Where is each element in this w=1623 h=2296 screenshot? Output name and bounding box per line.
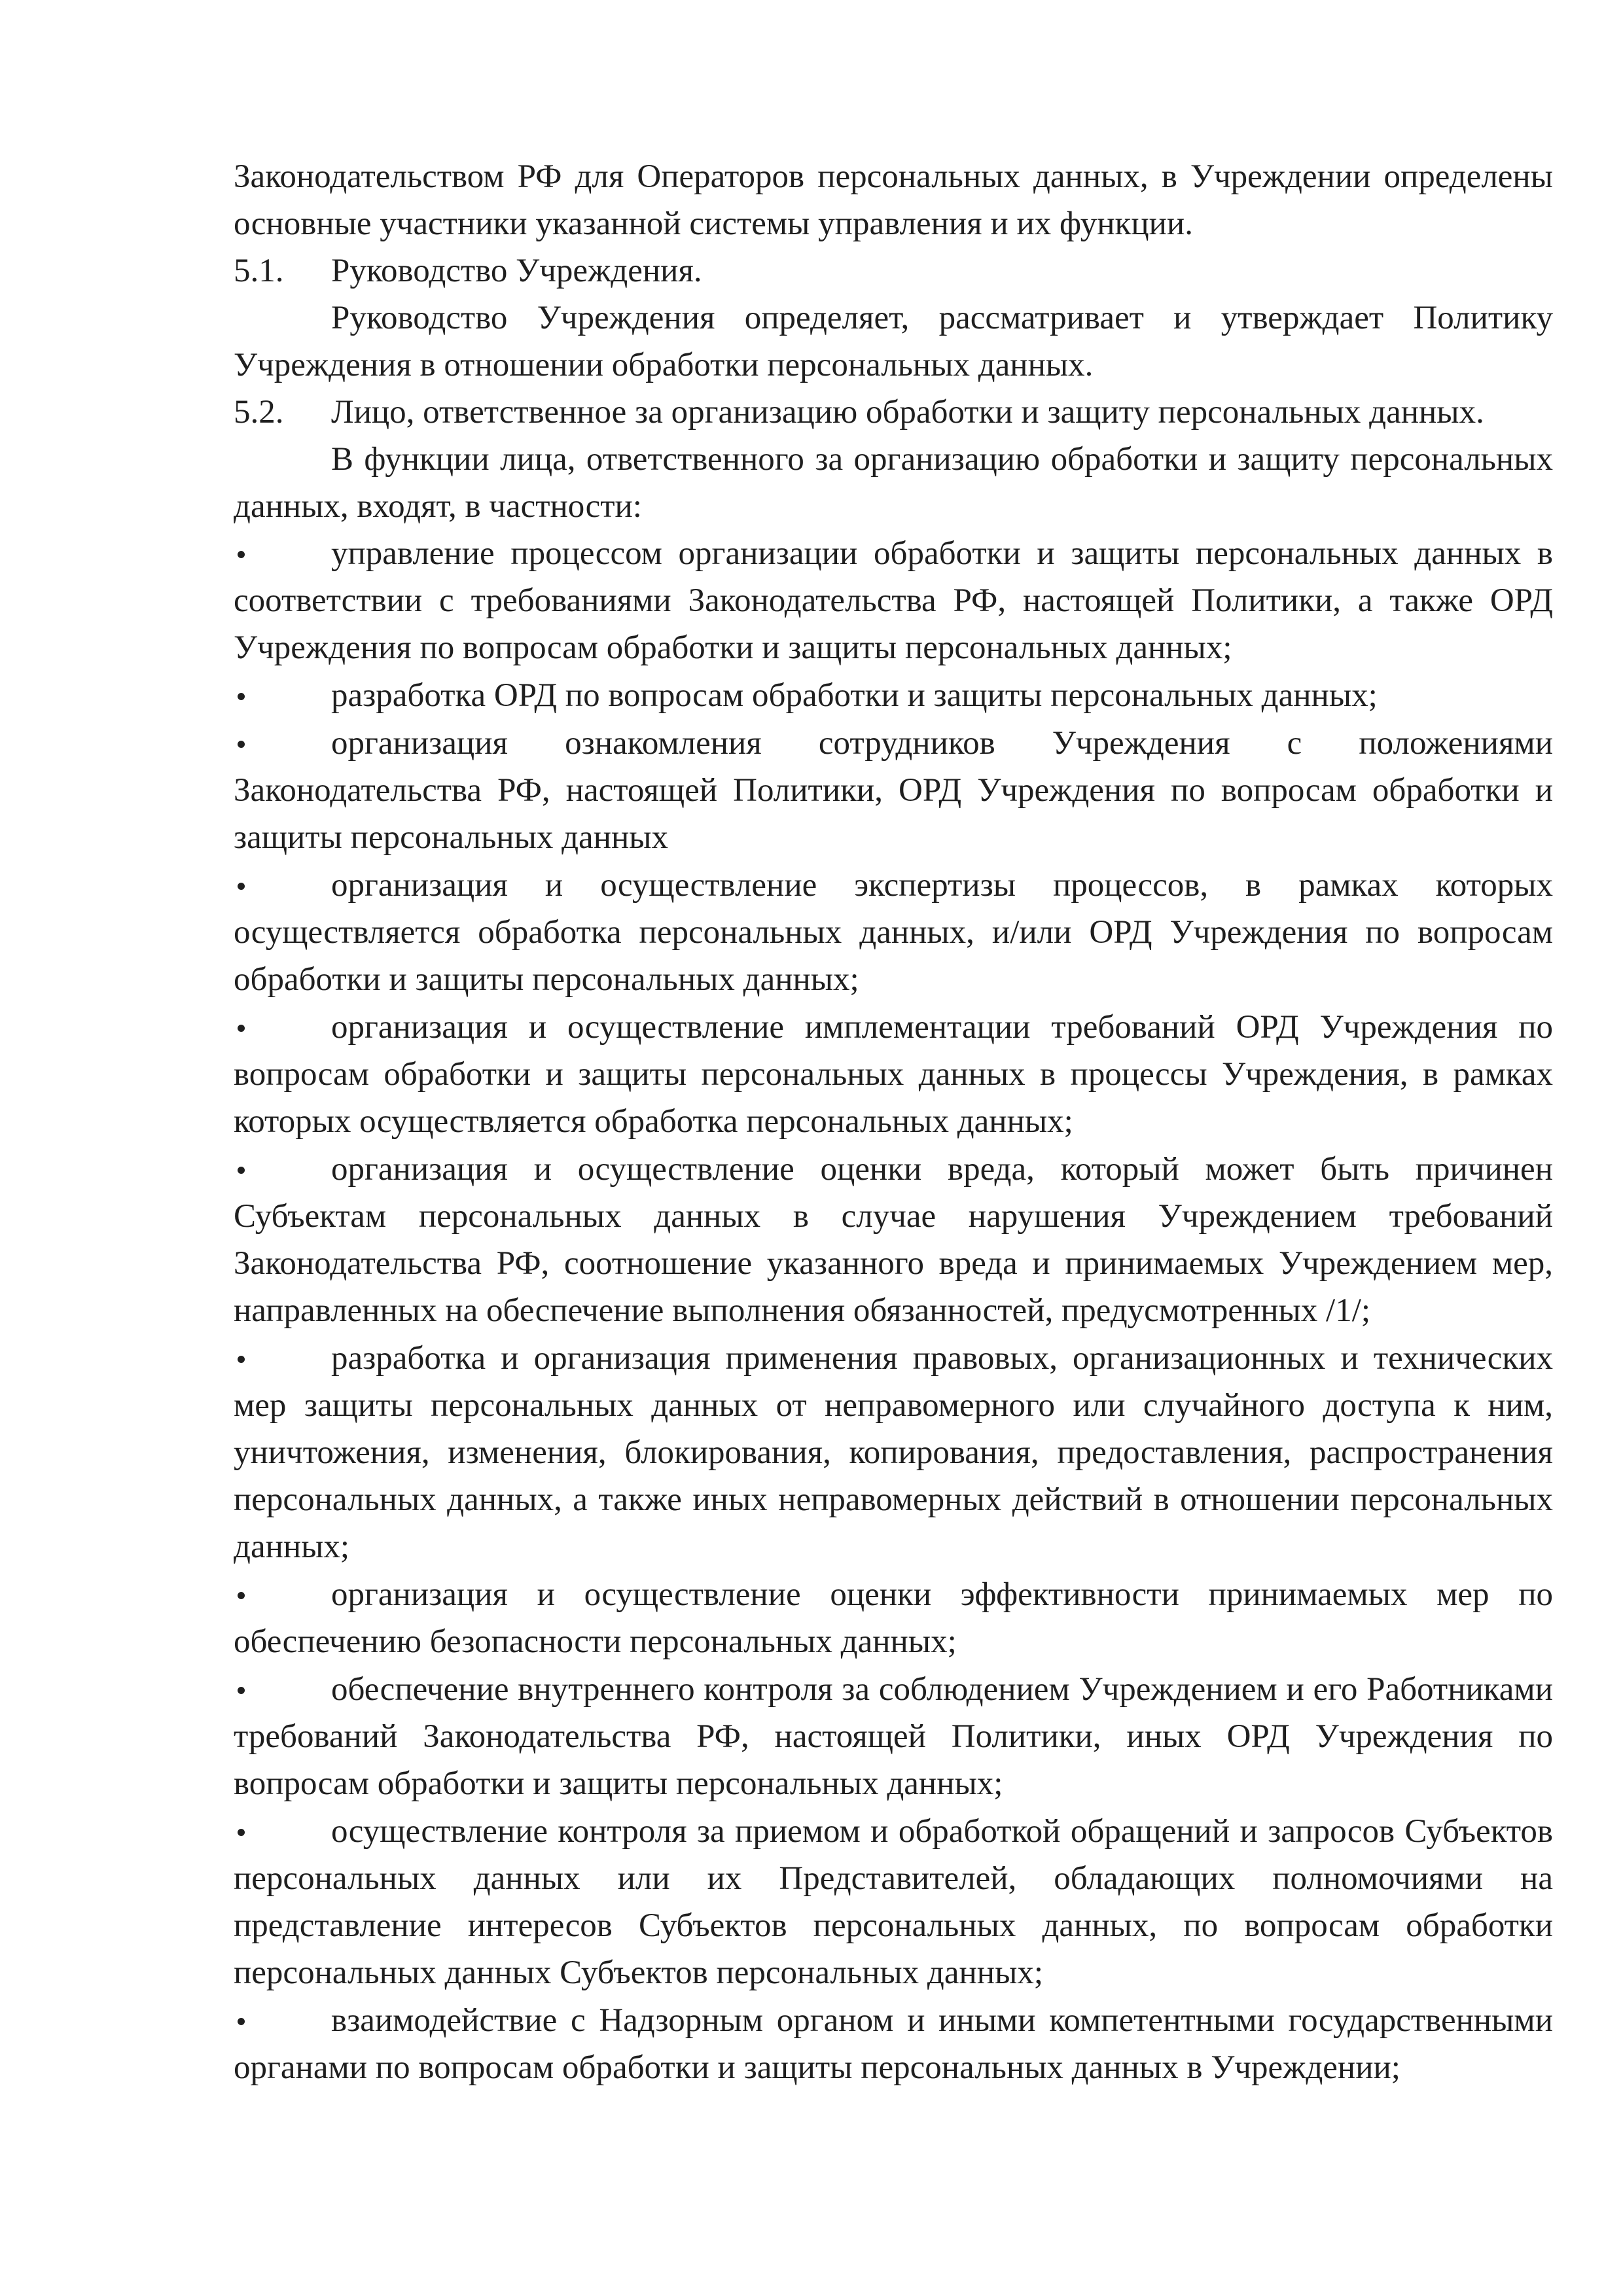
bullet-item: [234, 720, 1553, 861]
bullet-text: разработка ОРД по вопросам обработки и защиты персональных данных;: [331, 677, 1378, 714]
bullet-icon: [238, 2018, 245, 2025]
bullet-text: организация и осуществление оценки вреда, который может быть причинен Субъектам персональных данных в случае нарушения Учреждением требований Законодательства РФ, соотношение указанного вреда и принимаемых Учреждением мер, направленных на обеспечение выполнения обязанностей, предусмотренных /1/;: [234, 1151, 1553, 1329]
bullet-item: [234, 672, 1553, 719]
bullet-text: организация и осуществление оценки эффективности принимаемых мер по обеспечению безопасности персональных данных;: [234, 1576, 1553, 1660]
bullet-item: [234, 862, 1553, 1003]
bullet-text: организация и осуществление экспертизы процессов, в рамках которых осуществляется обработка персональных данных, и/или ОРД Учреждения по вопросам обработки и защиты персональных данных;: [234, 867, 1553, 998]
bullet-item: [234, 1808, 1553, 1996]
section-5-1-heading: [234, 247, 1553, 294]
bullet-text: разработка и организация применения правовых, организационных и технических мер защиты персональных данных от неправомерного или случайного доступа к ним, уничтожения, изменения, блокирования, копирования, предоставления, распространения персональных данных, а также иных неправомерных действий в отношении персональных данных;: [234, 1340, 1553, 1565]
bullet-icon: [238, 1356, 245, 1363]
bullet-icon: [238, 693, 245, 700]
bullet-text: организация ознакомления сотрудников Учреждения с положениями Законодательства РФ, настоящей Политики, ОРД Учреждения по вопросам обработки и защиты персональных данных: [234, 725, 1553, 856]
bullet-item: [234, 1666, 1553, 1807]
bullet-list: [234, 530, 1553, 2091]
intro-paragraph: Законодательством РФ для Операторов персональных данных, в Учреждении определены основные участники указанной системы управления и их функции.: [234, 158, 1553, 242]
bullet-item: [234, 1571, 1553, 1665]
bullet-item: [234, 1146, 1553, 1334]
bullet-icon: [238, 883, 245, 890]
bullet-text: организация и осуществление имплементации требований ОРД Учреждения по вопросам обработки и защиты персональных данных в процессы Учреждения, в рамках которых осуществляется обработка персональных данных;: [234, 1009, 1553, 1140]
bullet-item: [234, 530, 1553, 671]
bullet-icon: [238, 1025, 245, 1032]
bullet-icon: [238, 551, 245, 558]
bullet-item: [234, 1335, 1553, 1570]
bullet-icon: [238, 1829, 245, 1836]
bullet-item: [234, 1004, 1553, 1145]
section-5-2-paragraph: В функции лица, ответственного за организацию обработки и защиту персональных данных, входят, в частности:: [234, 441, 1553, 525]
section-number: 5.2.: [234, 394, 284, 431]
section-title: Руководство Учреждения.: [331, 253, 702, 289]
bullet-icon: [238, 1687, 245, 1694]
bullet-item: [234, 1997, 1553, 2091]
bullet-text: осуществление контроля за приемом и обработкой обращений и запросов Субъектов персональных данных или их Представителей, обладающих полномочиями на представление интересов Субъектов персональных данных, по вопросам обработки персональных данных Субъектов персональных данных;: [234, 1813, 1553, 1991]
section-title: Лицо, ответственное за организацию обработки и защиту персональных данных.: [331, 394, 1484, 431]
section-5-1-paragraph: Руководство Учреждения определяет, рассматривает и утверждает Политику Учреждения в отношении обработки персональных данных.: [234, 300, 1553, 383]
bullet-text: обеспечение внутреннего контроля за соблюдением Учреждением и его Работниками требований Законодательства РФ, настоящей Политики, иных ОРД Учреждения по вопросам обработки и защиты персональных данных;: [234, 1671, 1553, 1802]
section-5-2-heading: [234, 389, 1553, 436]
section-number: 5.1.: [234, 253, 284, 289]
document-body: [234, 153, 1553, 2092]
bullet-icon: [238, 1167, 245, 1174]
bullet-text: управление процессом организации обработки и защиты персональных данных в соответствии с требованиями Законодательства РФ, настоящей Политики, а также ОРД Учреждения по вопросам обработки и защиты персональных данных;: [234, 535, 1553, 666]
bullet-icon: [238, 1592, 245, 1599]
bullet-text: взаимодействие с Надзорным органом и иными компетентными государственными органами по вопросам обработки и защиты персональных данных в Учреждении;: [234, 2002, 1553, 2086]
bullet-icon: [238, 741, 245, 748]
